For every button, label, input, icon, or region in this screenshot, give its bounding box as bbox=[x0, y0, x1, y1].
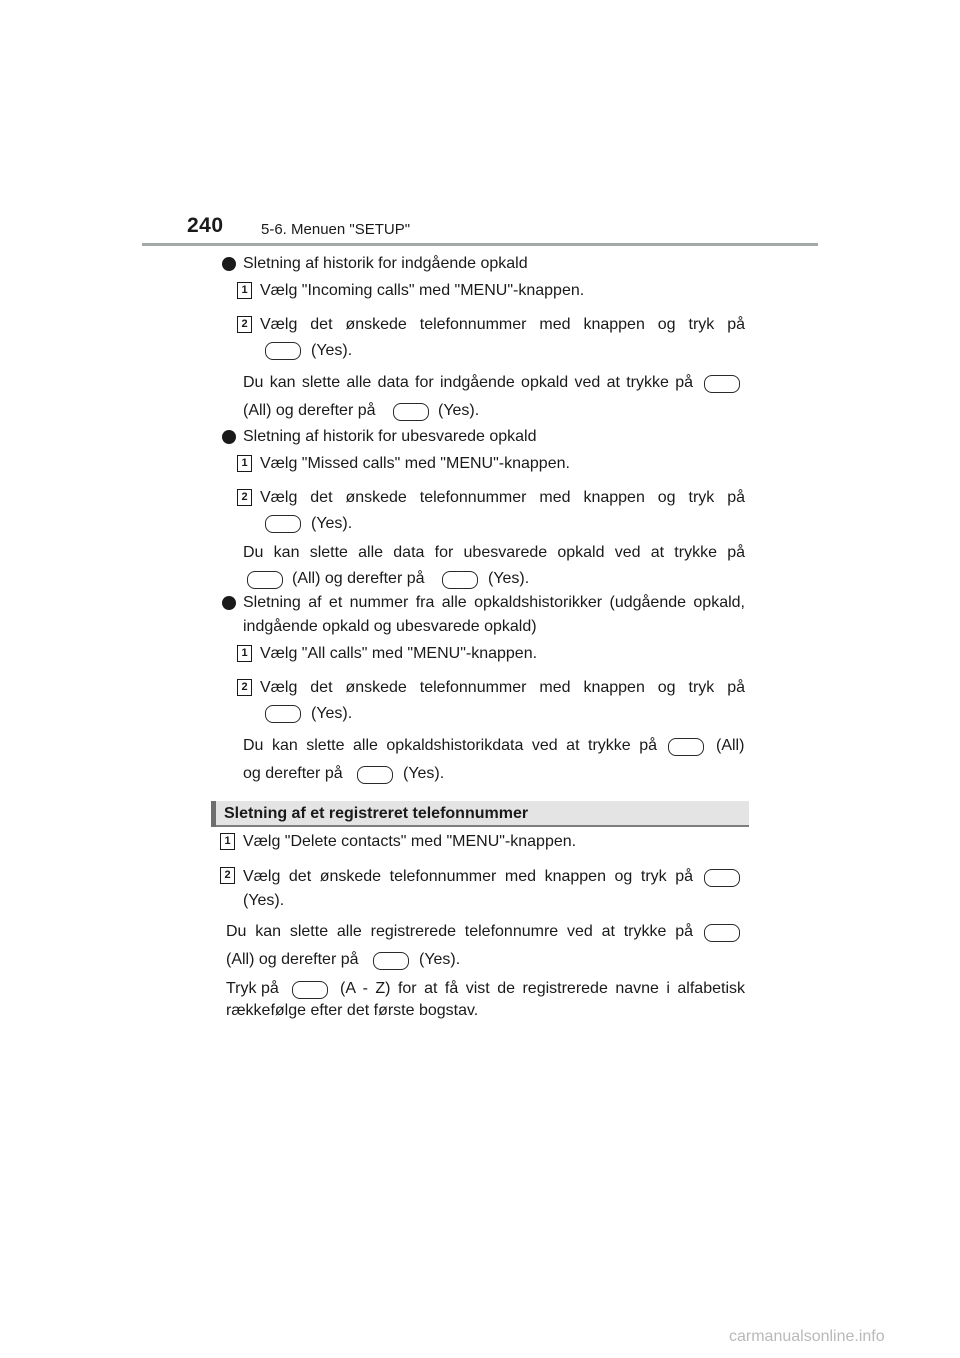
az-button-icon bbox=[292, 981, 328, 999]
all-button-icon bbox=[704, 924, 740, 942]
step-2-text: Vælg det ønskede telefonnummer med knappen og tryk på bbox=[243, 868, 693, 885]
yes-button-icon bbox=[393, 403, 429, 421]
note-text: rækkefølge efter det første bogstav. bbox=[226, 1002, 479, 1019]
note-all-label: (All) og derefter på bbox=[226, 951, 359, 968]
yes-label: (Yes). bbox=[311, 515, 353, 532]
bullet-dot-icon bbox=[222, 596, 236, 610]
heading-accent bbox=[211, 801, 216, 827]
watermark: carmanualsonline.info bbox=[729, 1328, 885, 1345]
note-text: Du kan slette alle registrerede telefonnumre ved at trykke på bbox=[226, 923, 693, 940]
heading-text: Sletning af et registreret telefonnummer bbox=[224, 805, 529, 822]
yes-label: (Yes). bbox=[311, 705, 353, 722]
step-2-text: Vælg det ønskede telefonnummer med knappen og tryk på bbox=[260, 489, 745, 506]
step-1-badge: 1 bbox=[237, 282, 252, 299]
bullet-missed bbox=[222, 425, 745, 449]
all-button-icon bbox=[668, 738, 704, 756]
note-text: Tryk på bbox=[226, 980, 279, 997]
yes-button-icon bbox=[373, 952, 409, 970]
step-1-text: Vælg "Delete contacts" med "MENU"-knappen. bbox=[243, 833, 577, 850]
note-text: Du kan slette alle opkaldshistorikdata ved at trykke på bbox=[243, 737, 657, 754]
section-title: 5-6. Menuen "SETUP" bbox=[261, 221, 411, 238]
step-1-badge: 1 bbox=[237, 455, 252, 472]
bullet-text: Sletning af historik for ubesvarede opkald bbox=[243, 428, 537, 445]
yes-button-icon bbox=[442, 571, 478, 589]
bullet-dot-icon bbox=[222, 430, 236, 444]
bullet-all bbox=[222, 591, 745, 639]
step-1-text: Vælg "Missed calls" med "MENU"-knappen. bbox=[260, 455, 570, 472]
note-text: Du kan slette alle data for ubesvarede opkald ved at trykke på bbox=[243, 544, 745, 561]
yes-button-icon bbox=[265, 705, 301, 723]
note-yes-label: (Yes). bbox=[419, 951, 461, 968]
all-button-icon bbox=[704, 375, 740, 393]
note-all-label: (All) bbox=[716, 737, 745, 754]
step-1-badge: 1 bbox=[237, 645, 252, 662]
bullet-text: Sletning af historik for indgående opkald bbox=[243, 255, 528, 272]
step-1-text: Vælg "All calls" med "MENU"-knappen. bbox=[260, 645, 538, 662]
step-1-text: Vælg "Incoming calls" med "MENU"-knappen. bbox=[260, 282, 585, 299]
bullet-text: Sletning af et nummer fra alle opkaldshistorikker (udgående opkald, indgående opkald og ubesvarede opkald) bbox=[243, 594, 745, 635]
yes-button-icon bbox=[265, 515, 301, 533]
yes-label: (Yes). bbox=[243, 892, 285, 909]
yes-button-icon bbox=[357, 766, 393, 784]
page-number: 240 bbox=[187, 214, 224, 237]
note-all-label: (All) og derefter på bbox=[292, 570, 425, 587]
step-2-badge: 2 bbox=[237, 316, 252, 333]
yes-button-icon bbox=[704, 869, 740, 887]
bullet-dot-icon bbox=[222, 257, 236, 271]
note-text: Du kan slette alle data for indgående opkald ved at trykke på bbox=[243, 374, 693, 391]
note-text: og derefter på bbox=[243, 765, 343, 782]
yes-label: (Yes). bbox=[311, 342, 353, 359]
all-button-icon bbox=[247, 571, 283, 589]
section-heading bbox=[211, 801, 749, 827]
step-1-badge: 1 bbox=[220, 833, 235, 850]
yes-button-icon bbox=[265, 342, 301, 360]
note-yes-label: (Yes). bbox=[488, 570, 530, 587]
header-divider bbox=[142, 243, 818, 246]
note-text: (A - Z) for at få vist de registrerede navne i alfabetisk bbox=[340, 980, 745, 997]
note-yes-label: (Yes). bbox=[403, 765, 445, 782]
step-2-badge: 2 bbox=[237, 679, 252, 696]
bullet-incoming bbox=[222, 252, 745, 276]
step-2-text: Vælg det ønskede telefonnummer med knappen og tryk på bbox=[260, 316, 745, 333]
note-all-label: (All) og derefter på bbox=[243, 402, 376, 419]
step-2-badge: 2 bbox=[220, 867, 235, 884]
note-yes-label: (Yes). bbox=[438, 402, 480, 419]
step-2-text: Vælg det ønskede telefonnummer med knappen og tryk på bbox=[260, 679, 745, 696]
step-2-badge: 2 bbox=[237, 489, 252, 506]
